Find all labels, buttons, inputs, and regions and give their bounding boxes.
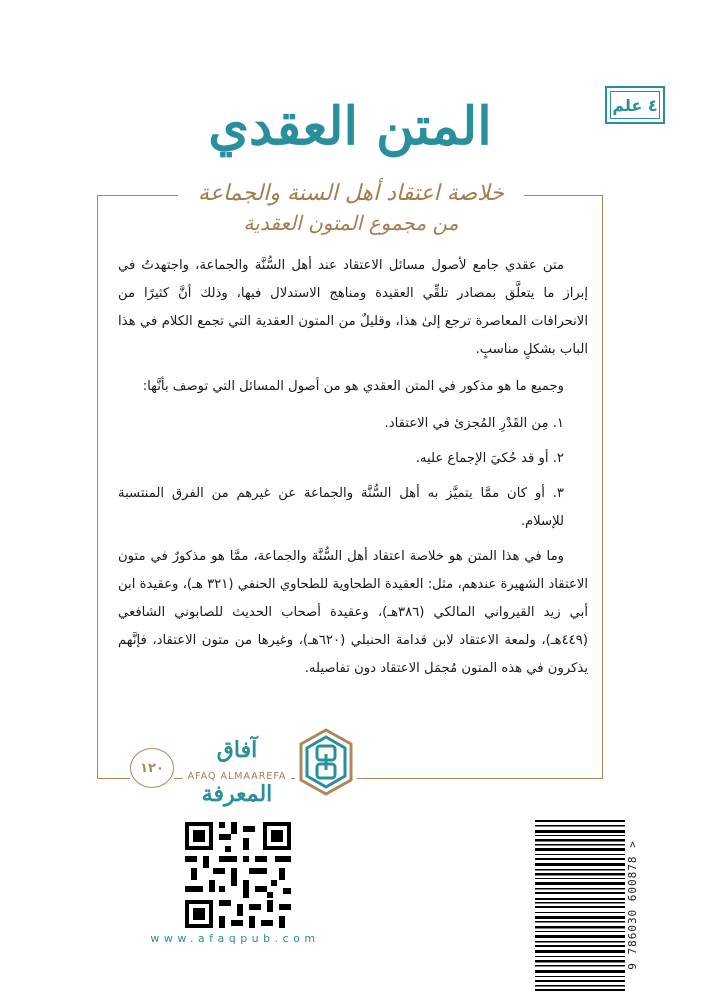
blurb-paragraph-3: وما في هذا المتن هو خلاصة اعتقاد أهل السُّنَّة والجماعة، ممَّا هو مذكورٌ في متون الاعتقاد الشهيرة عندهم، مثل: العقيدة الطحاوية للطحاوي الحنفي (٣٢١ هـ)، وعقيدة ابن أبي زيد القيرواني المالكي (٣٨٦هـ)، وعقيدة أصحاب الحديث للصابوني الشافعي (٤٤٩هـ)، ولمعة الاعتقاد لابن قدامة الحنبلي (٦٢٠هـ)، وغيرها من متون الاعتقاد، فإنَّهم يذكرون في هذه المتون مُجمَل الاعتقاد دون تفاصيله. <box>118 549 589 676</box>
blurb-paragraph-1: متن عقدي جامع لأصول مسائل الاعتقاد عند أهل السُّنَّة والجماعة، واجتهدتُ في إبراز ما يتعلَّق بمصادر تلقِّي العقيدة ومناهج الاستدلال فيها، وذلك أنَّ كثيرًا من الانحرافات المعاصرة ترجع إلىٰ هذا، وقليلٌ من المتون العقدية التي تجمع الكلام في هذا الباب بشكلٍ مناسبٍ. <box>118 258 588 357</box>
back-cover-blurb <box>118 252 588 692</box>
isbn-barcode <box>535 820 639 992</box>
publisher-name-latin: AFAQ ALMAAREFA <box>187 771 287 782</box>
list-item: ١. مِن القَدْرِ المُجزئ في الاعتقاد. <box>384 416 564 431</box>
publisher-emblem-icon <box>295 728 357 796</box>
qr-code <box>183 820 293 930</box>
isbn-number: 9 786030 600878 > <box>626 840 639 970</box>
page-number-badge <box>130 748 174 788</box>
book-subtitle-2: من مجموع المتون العقدية <box>243 211 459 235</box>
book-subtitle: خلاصة اعتقاد أهل السنة والجماعة <box>178 176 524 212</box>
publisher-name-arabic: آفاق المعرفة <box>183 728 291 816</box>
website-link[interactable]: www.afaqpub.com <box>150 932 320 945</box>
page-number: ١٢٠ <box>140 760 164 776</box>
blurb-paragraph-2: وجميع ما هو مذكور في المتن العقدي هو من أصول المسائل التي توصف بأنَّها: <box>142 379 564 394</box>
list-item: ٣. أو كان ممَّا يتميَّز به أهل السُّنَّة والجماعة عن غيرهم من الفرق المنتسبة للإسلام. <box>118 486 564 529</box>
list-item: ٢. أو قد حُكيَ الإجماع عليه. <box>415 451 564 466</box>
book-title: المتن العقدي <box>208 96 492 157</box>
series-badge: ٤ علم <box>605 86 665 124</box>
